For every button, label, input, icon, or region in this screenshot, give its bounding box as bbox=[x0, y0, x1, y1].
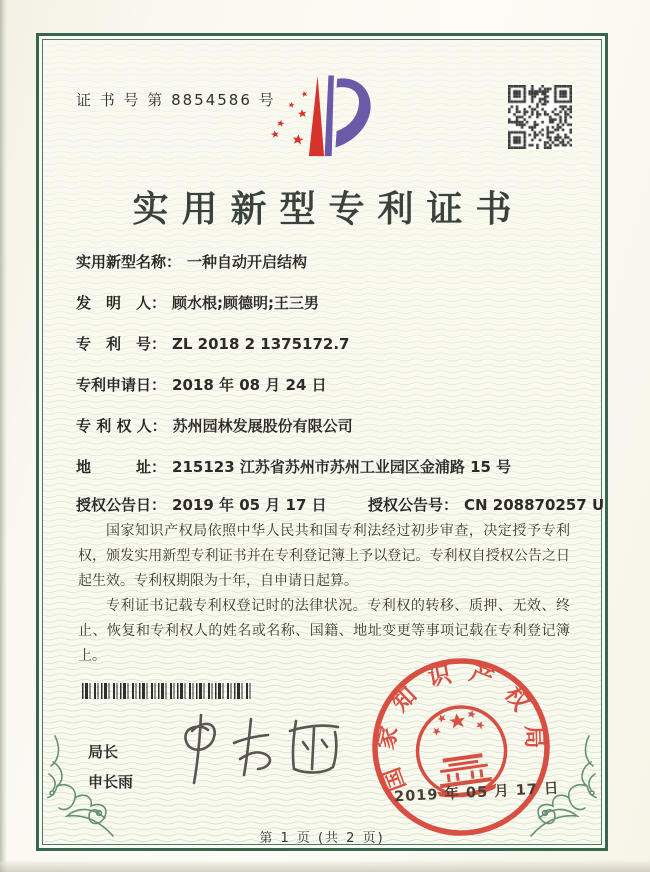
page-footer: 第 1 页 (共 2 页) bbox=[259, 831, 385, 846]
field-row-patent-no bbox=[76, 333, 350, 354]
field-row-name bbox=[76, 251, 307, 272]
field-value: 顾水根;顾德明;王三男 bbox=[172, 294, 320, 312]
director-signature-icon bbox=[156, 709, 356, 791]
field-row-address bbox=[76, 456, 511, 477]
director-title: 局长 bbox=[88, 743, 119, 761]
field-value: 215123 江苏省苏州市苏州工业园区金浦路 15 号 bbox=[172, 458, 512, 476]
field-label: 专利申请日： bbox=[76, 376, 167, 394]
field-value: ZL 2018 2 1375172.7 bbox=[172, 335, 350, 353]
field-label: 地 址： bbox=[76, 458, 167, 476]
seal-date: 2019 年 05 月 17 日 bbox=[393, 780, 560, 806]
field-label: 专 利 号： bbox=[76, 335, 167, 353]
photo-edge-shadow-left bbox=[0, 0, 7, 872]
field-label: 授权公告号： bbox=[368, 496, 459, 514]
barcode bbox=[82, 683, 252, 699]
field-row-inventor bbox=[76, 292, 319, 313]
official-seal-icon bbox=[366, 651, 556, 843]
director-block bbox=[88, 737, 133, 797]
certificate-content bbox=[36, 33, 608, 851]
photo-edge-shadow-bottom bbox=[0, 860, 650, 872]
field-row-filing-date bbox=[76, 374, 327, 395]
field-row-grant bbox=[76, 494, 605, 515]
field-value: 苏州园林发展股份有限公司 bbox=[172, 417, 353, 435]
field-row-patentee bbox=[76, 415, 353, 436]
field-value: 2018 年 08 月 24 日 bbox=[172, 376, 327, 394]
seal-text: 国家知识产权局 bbox=[372, 658, 548, 795]
field-label: 实用新型名称： bbox=[76, 253, 182, 271]
certificate-title: 实用新型专利证书 bbox=[132, 188, 525, 230]
field-pair-grant-number bbox=[368, 494, 604, 515]
field-value: 一种自动开启结构 bbox=[187, 253, 308, 271]
qr-code bbox=[508, 85, 572, 149]
legal-paragraph-2: 专利证书记载专利权登记时的法律状况。专利权的转移、质押、无效、终止、恢复和专利权人的姓名或名称、国籍、地址变更等事项记载在专利登记簿上。 bbox=[78, 598, 570, 664]
field-value: 2019 年 05 月 17 日 bbox=[172, 496, 327, 514]
field-label: 专 利 权 人： bbox=[76, 417, 167, 435]
cnipa-logo-icon bbox=[268, 69, 378, 167]
legal-paragraph-1: 国家知识产权局依照中华人民共和国专利法经过初步审查，决定授予专利权，颁发实用新型专利证书并在专利登记簿上予以登记。专利权自授权公告之日起生效。专利权期限为十年，自申请日起算。 bbox=[78, 523, 570, 589]
field-value: CN 208870257 U bbox=[464, 496, 605, 514]
certificate-number: 证 书 号 第 8854586 号 bbox=[76, 91, 276, 109]
field-label: 发 明 人： bbox=[76, 294, 167, 312]
field-label: 授权公告日： bbox=[76, 496, 167, 514]
director-name: 申长雨 bbox=[88, 773, 134, 791]
legal-text bbox=[78, 519, 570, 669]
